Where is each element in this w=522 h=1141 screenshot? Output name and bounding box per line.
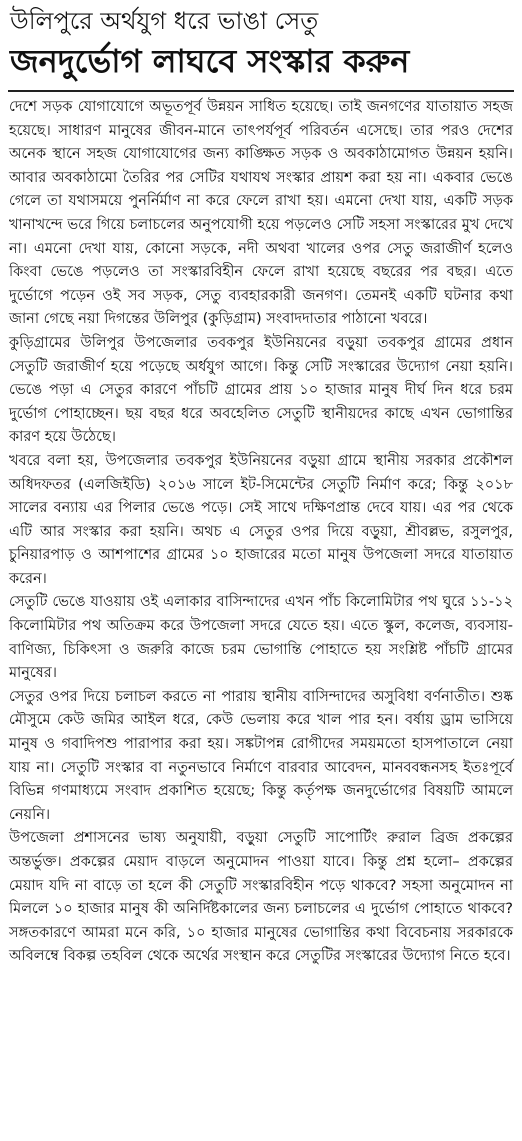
paragraph-2: কুড়িগ্রামের উলিপুর উপজেলার তবকপুর ইউনিয়নের বড়ুয়া তবকপুর গ্রামের প্রধান সেতুটি জরাজীর্ণ হয়ে পড়েছে অর্ধযুগ আগে। কিন্তু সেটি সংস্কারের উদ্যোগ নেয়া হয়নি। ভেঙে পড়া এ সেতুর কারণে পাঁচটি গ্রামের প্রায় ১০ হাজার মানুষ দীর্ঘ দিন ধরে চরম দুর্ভোগ পোহাচ্ছেন। ছয় বছর ধরে অবহেলিত সেতুটি স্থানীয়দের কাছে এখন ভোগান্তির কারণ হয়ে উঠেছে। (9, 334, 513, 446)
paragraph-4: সেতুটি ভেঙে যাওয়ায় ওই এলাকার বাসিন্দাদের এখন পাঁচ কিলোমিটার পথ ঘুরে ১১-১২ কিলোমিটার পথ অতিক্রম করে উপজেলা সদরে যেতে হয়। এতে স্কুল, কলেজ, ব্যবসায়-বাণিজ্য, চিকিৎসা ও জরুরি কাজে চরম ভোগান্তি পোহাতে হয় সংশ্লিষ্ট পাঁচটি গ্রামের মানুষের। (9, 594, 513, 682)
headline-divider (8, 90, 514, 92)
headline: জনদুর্ভোগ লাঘবে সংস্কার করুন (10, 42, 410, 80)
paragraph-6: উপজেলা প্রশাসনের ভাষ্য অনুযায়ী, বড়ুয়া সেতুটি সাপোর্টিং রুরাল ব্রিজ প্রকল্পের অন্তর্ভুক্ত। প্রকল্পের মেয়াদ বাড়লে অনুমোদন পাওয়া যাবে। কিন্তু প্রশ্ন হলো– প্রকল্পের মেয়াদ যদি না বাড়ে তা হলে কী সেতুটি সংস্কারবিহীন পড়ে থাকবে? সহসা অনুমোদন না মিললে ১০ হাজার মানুষ কী অনির্দিষ্টকালের জন্য চলাচলের এ দুর্ভোগ পোহাতে থাকবে? সঙ্গতকারণে আমরা মনে করি, ১০ হাজার মানুষের ভোগান্তির কথা বিবেচনায় সরকারকে অবিলম্বে বিকল্প তহবিল থেকে অর্থের সংস্থান করে সেতুটির সংস্কারের উদ্যোগ নিতে হবে। (9, 830, 513, 965)
paragraph-1: দেশে সড়ক যোগাযোগে অভূতপূর্ব উন্নয়ন সাধিত হয়েছে। তাই জনগণের যাতায়াত সহজ হয়েছে। সাধারণ মানুষের জীবন-মানে তাৎপর্যপূর্ব পরিবর্তন এসেছে। তার পরও দেশের অনেক স্থানে সহজ যোগাযোগের জন্য কাঙ্ক্ষিত সড়ক ও অবকাঠামোগত উন্নয়ন হয়নি। আবার অবকাঠামো তৈরির পর সেটির যথাযথ সংস্কার প্রায়শ করা হয় না। একবার ভেঙে গেলে তা যথাসময়ে পুনর্নির্মাণ না করে ফেলে রাখা হয়। এমনো দেখা যায়, একটি সড়ক খানাখন্দে ভরে গিয়ে চলাচলের অনুপযোগী হয়ে পড়লেও সেটি সহসা সংস্কারের মুখ দেখে না। এমনো দেখা যায়, কোনো সড়কে, নদী অথবা খালের ওপর সেতু জরাজীর্ণ হলেও কিংবা ভেঙে পড়লেও তা সংস্কারবিহীন ফেলে রাখা হয়েছে বছরের পর বছর। এতে দুর্ভোগে পড়েন ওই সব সড়ক, সেতু ব্যবহারকারী জনগণ। তেমনই একটি ঘটনার কথা জানা গেছে নয়া দিগন্তের উলিপুর (কুড়িগ্রাম) সংবাদদাতার পাঠানো খবরে। (9, 99, 513, 328)
headline-block (8, 4, 514, 90)
paragraph-3: খবরে বলা হয়, উপজেলার তবকপুর ইউনিয়নের বড়ুয়া গ্রামে স্থানীয় সরকার প্রকৌশল অধিদফতর (এলজিইডি) ২০১৬ সালে ইট-সিমেন্টের সেতুটি নির্মাণ করে; কিন্তু ২০১৮ সালের বন্যায় এর পিলার ভেঙে পড়ে। সেই সাথে দক্ষিণপ্রান্ত দেবে যায়। এর পর থেকে এটি আর সংস্কার করা হয়নি। অথচ এ সেতুর ওপর দিয়ে বড়ুয়া, শ্রীবল্লভ, রসুলপুর, চুনিয়ারপাড় ও আশপাশের গ্রামের ১০ হাজারের মতো মানুষ উপজেলা সদরে যাতায়াত করেন। (9, 452, 513, 587)
article-body (8, 96, 514, 969)
kicker-title: উলিপুরে অর্থযুগ ধরে ভাঙা সেতু (10, 7, 319, 35)
paragraph-5: সেতুর ওপর দিয়ে চলাচল করতে না পারায় স্থানীয় বাসিন্দাদের অসুবিধা বর্ণনাতীত। শুষ্ক মৌসুমে কেউ জমির আইল ধরে, কেউ ভেলায় করে খাল পার হন। বর্ষায় ড্রাম ভাসিয়ে মানুষ ও গবাদিপশু পারাপার করা হয়। সঙ্কটাপন্ন রোগীদের সময়মতো হাসপাতালে নেয়া যায় না। সেতুটি সংস্কার বা নতুনভাবে নির্মাণে বারবার আবেদন, মানববন্ধনসহ ইতঃপূর্বে বিভিন্ন গণমাধ্যমে সংবাদ প্রকাশিত হয়েছে; কিন্তু কর্তৃপক্ষ জনদুর্ভোগের বিষয়টি আমলে নেয়নি। (9, 688, 513, 823)
